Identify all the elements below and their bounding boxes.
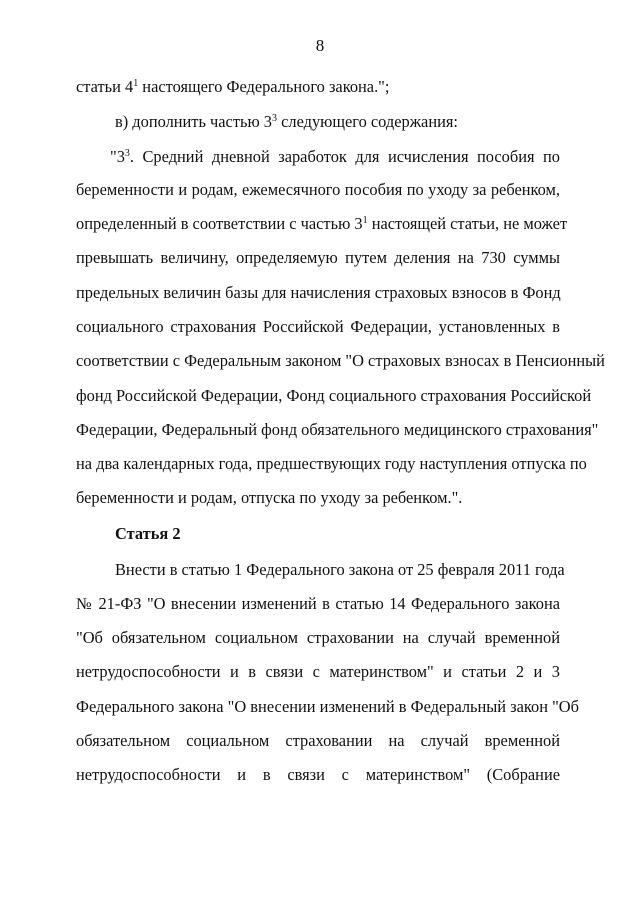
page-number: 8 [315,36,325,55]
text-line: соответствии с Федеральным законом "О страховых взносах в Пенсионный [76,351,605,370]
text-line: статьи $4^1$ настоящего Федерального закона."; [76,77,390,96]
text-line: обязательном социальном страховании на случай временной [76,731,560,750]
text-line: "$3^3$. Средний дневной заработок для исчисления пособия по [110,147,560,166]
text-line: на два календарных года, предшествующих году наступления отпуска по [76,454,587,473]
text-line: нетрудоспособности и в связи с материнством" (Собрание [76,765,560,784]
text-line: Внести в статью 1 Федерального закона от 25 февраля 2011 года [115,560,565,579]
text-line: "Об обязательном социальном страховании на случай временной [76,628,560,647]
text-line: беременности и родам, ежемесячного пособия по уходу за ребенком, [76,180,560,199]
article-heading: Статья 2 [115,524,181,543]
text-line: предельных величин базы для начисления страховых взносов в Фонд [76,283,561,302]
text-line: Федерации, Федеральный фонд обязательного медицинского страхования" [76,420,599,439]
text-line: определенный в соответствии с частью $3^1$ настоящей статьи, не может [76,214,568,233]
text-line: превышать величину, определяемую путем деления на 730 суммы [76,248,560,267]
text-line: № 21-ФЗ "О внесении изменений в статью 14 Федерального закона [76,594,560,613]
text-line: Федерального закона "О внесении изменений в Федеральный закон "Об [76,697,579,716]
text-line: в) дополнить частью $3^3$ следующего содержания: [115,112,458,131]
text-line: нетрудоспособности и в связи с материнством" и статьи 2 и 3 [76,662,560,681]
text-line: социального страхования Российской Федерации, установленных в [76,317,560,336]
text-line: беременности и родам, отпуска по уходу за ребенком.". [76,488,463,507]
text-line: фонд Российской Федерации, Фонд социального страхования Российской [76,386,592,405]
